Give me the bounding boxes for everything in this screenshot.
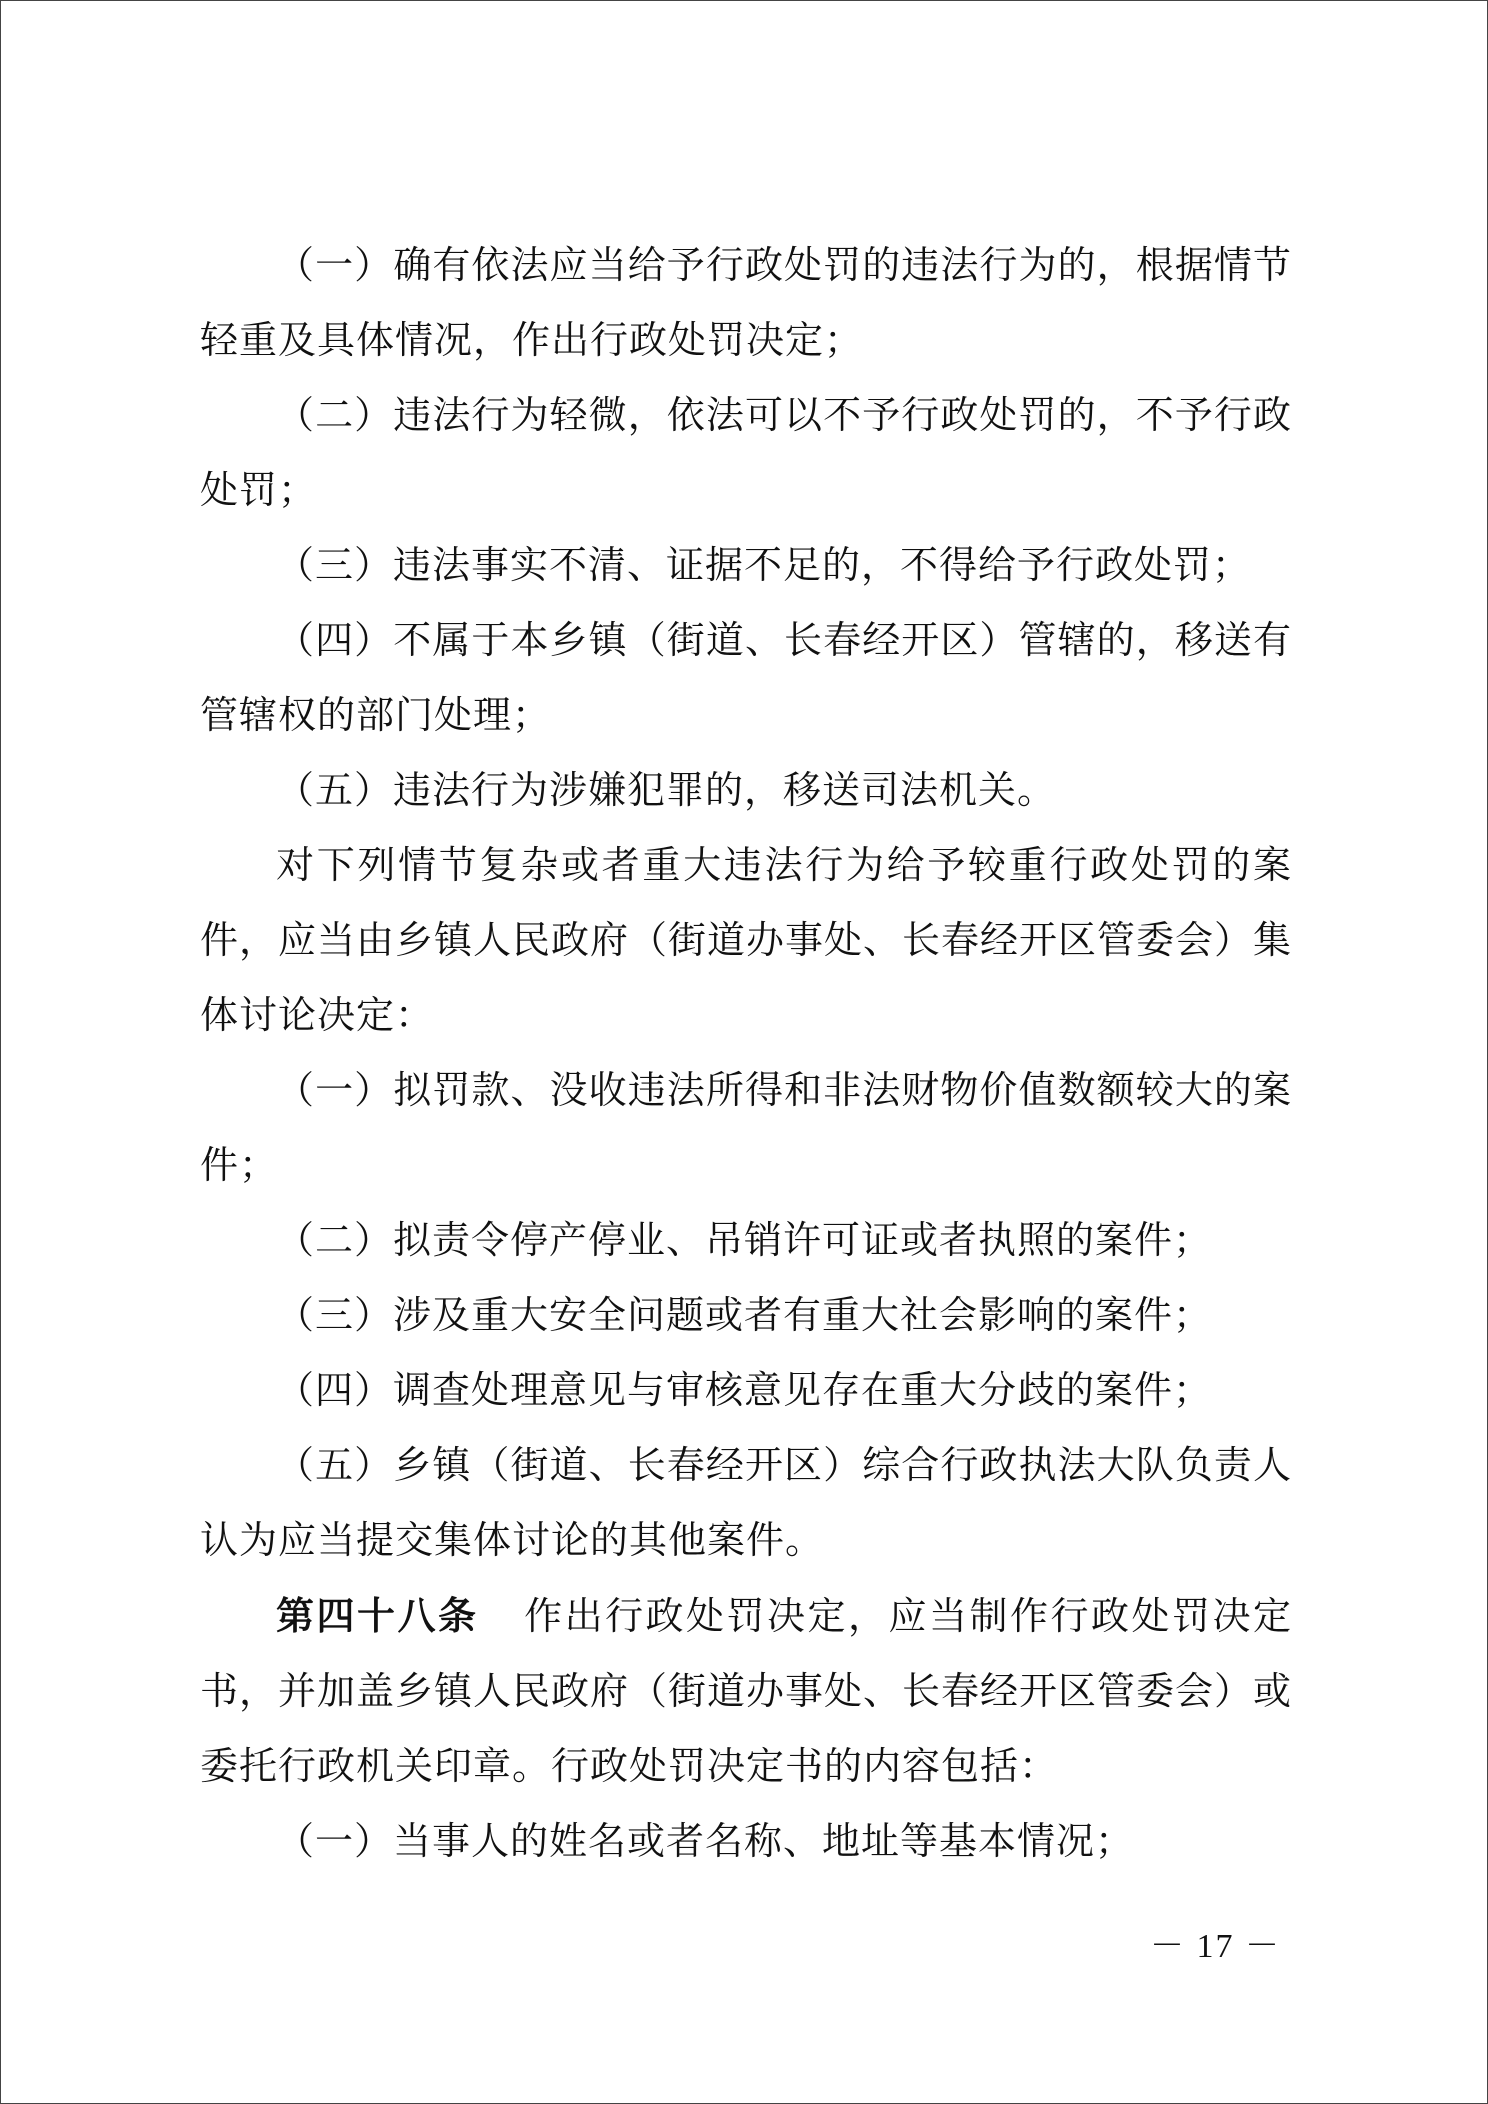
paragraph-case-5: （五）乡镇（街道、长春经开区）综合行政执法大队负责人认为应当提交集体讨论的其他案件。	[200, 1443, 1292, 1562]
page-number: － 17 －	[1150, 1928, 1281, 1965]
paragraph-collective-discussion: 对下列情节复杂或者重大违法行为给予较重行政处罚的案件，应当由乡镇人民政府（街道办事处、长春经开区管委会）集体讨论决定：	[200, 843, 1293, 1037]
paragraph-content-1: （一）当事人的姓名或者名称、地址等基本情况；	[276, 1819, 1135, 1863]
paragraph-case-3: （三）涉及重大安全问题或者有重大社会影响的案件；	[276, 1293, 1213, 1337]
paragraph-decision-2: （二）违法行为轻微，依法可以不予行政处罚的，不予行政处罚；	[200, 393, 1292, 512]
paragraph-article-48	[200, 1578, 1292, 1804]
paragraph-case-2: （二）拟责令停产停业、吊销许可证或者执照的案件；	[276, 1218, 1213, 1262]
paragraph-decision-5: （五）违法行为涉嫌犯罪的，移送司法机关。	[276, 768, 1057, 812]
paragraph-decision-3: （三）违法事实不清、证据不足的，不得给予行政处罚；	[276, 543, 1252, 587]
paragraph-case-4: （四）调查处理意见与审核意见存在重大分歧的案件；	[276, 1368, 1213, 1412]
article-number: 第四十八条	[276, 1593, 479, 1638]
article-text: 作出行政处罚决定，应当制作行政处罚决定书，并加盖乡镇人民政府（街道办事处、长春经开区管委会）或委托行政机关印章。行政处罚决定书的内容包括：	[200, 1594, 1293, 1788]
document-body	[200, 228, 1292, 1879]
paragraph-decision-4: （四）不属于本乡镇（街道、长春经开区）管辖的，移送有管辖权的部门处理；	[200, 618, 1292, 737]
paragraph-case-1: （一）拟罚款、没收违法所得和非法财物价值数额较大的案件；	[200, 1068, 1292, 1187]
paragraph-decision-1: （一）确有依法应当给予行政处罚的违法行为的，根据情节轻重及具体情况，作出行政处罚决定；	[200, 243, 1292, 362]
